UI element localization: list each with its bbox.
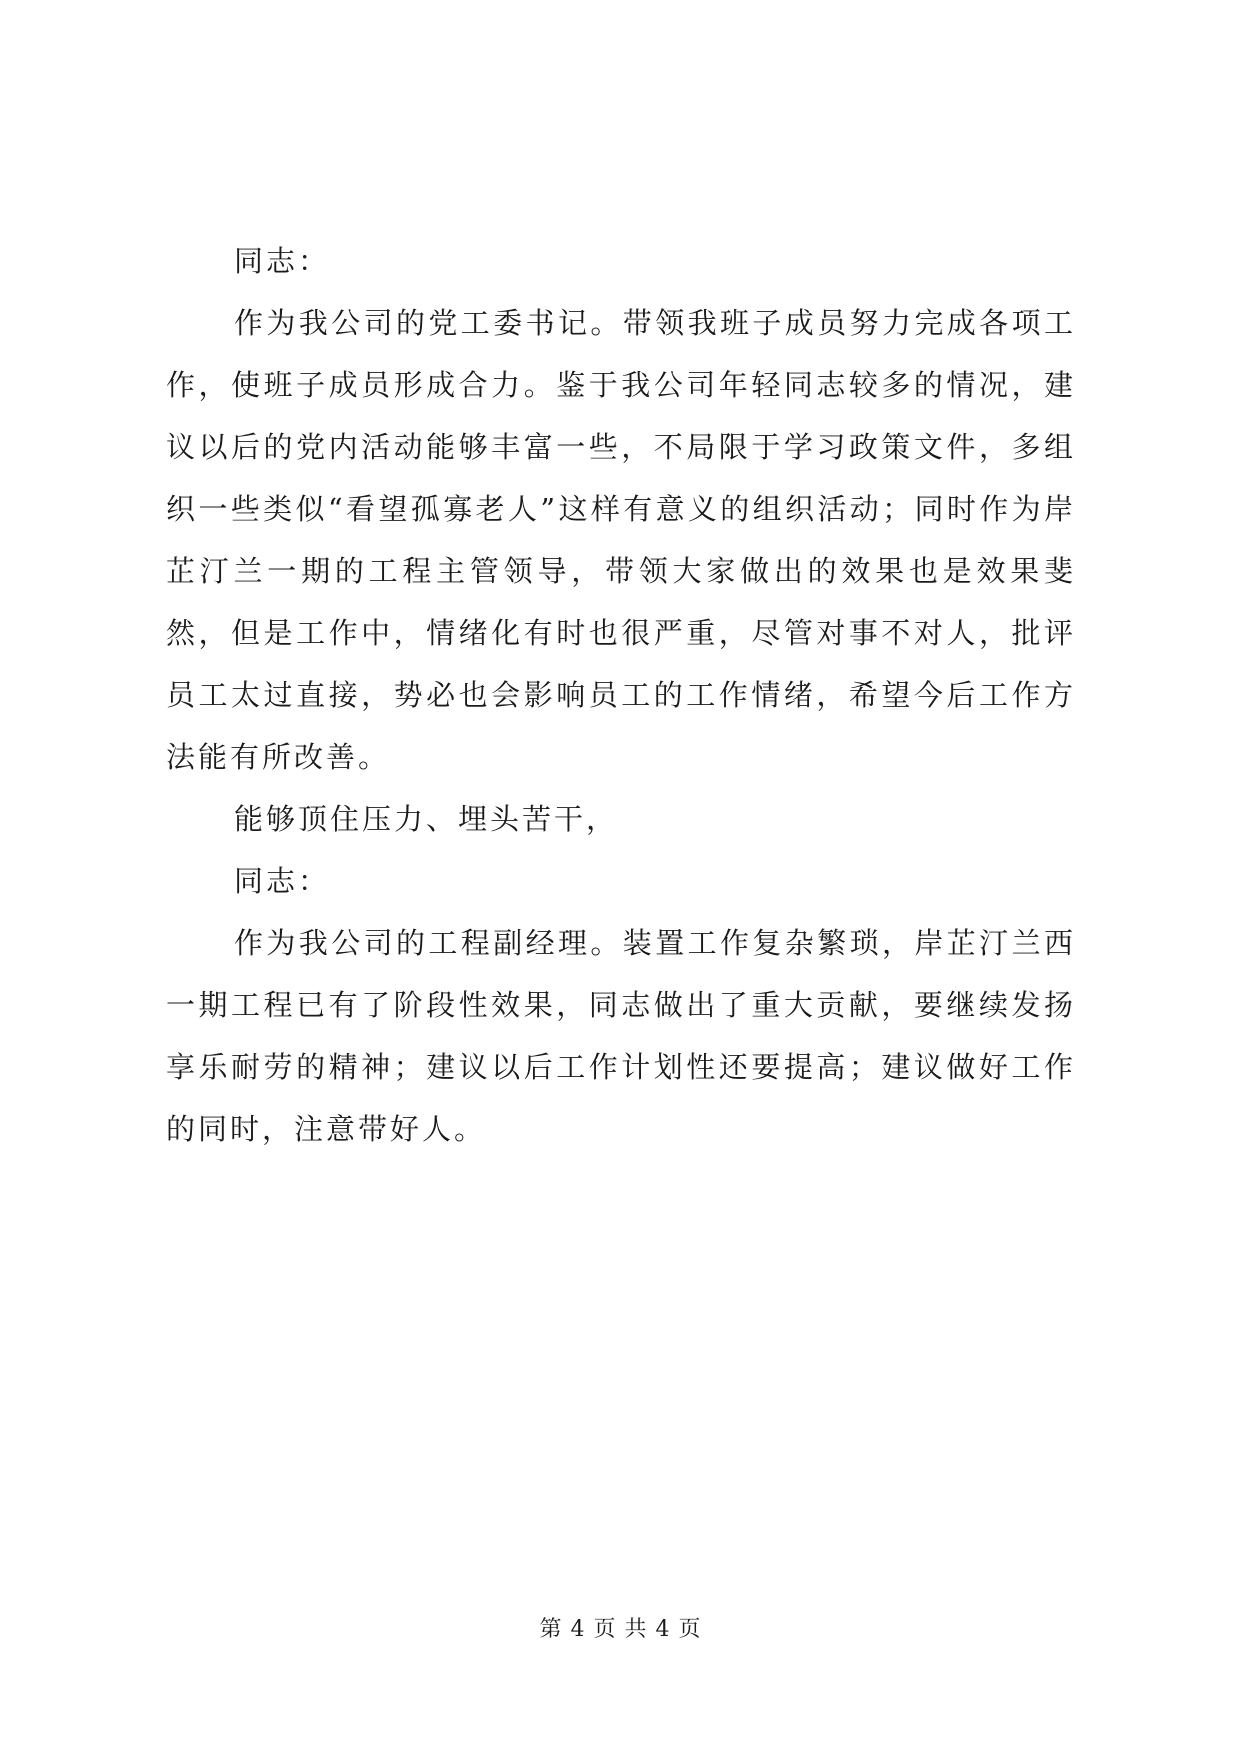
summary-paragraph: 能够顶住压力、埋头苦干， bbox=[234, 802, 619, 836]
greeting-paragraph-2: 同志： bbox=[234, 864, 331, 898]
greeting-paragraph-1: 同志： bbox=[234, 244, 331, 278]
document-body bbox=[166, 230, 1076, 1160]
evaluation-paragraph-2: 作为我公司的工程副经理。装置工作复杂繁琐，岸芷汀兰西一期工程已有了阶段性效果，同志做出了重大贡献，要继续发扬享乐耐劳的精神；建议以后工作计划性还要提高；建议做好工作的同时，注意带好人。 bbox=[166, 926, 1076, 1146]
evaluation-paragraph-1: 作为我公司的党工委书记。带领我班子成员努力完成各项工作，使班子成员形成合力。鉴于我公司年轻同志较多的情况，建议以后的党内活动能够丰富一些，不局限于学习政策文件，多组织一些类似“看望孤寡老人”这样有意义的组织活动；同时作为岸芷汀兰一期的工程主管领导，带领大家做出的效果也是效果斐然，但是工作中，情绪化有时也很严重，尽管对事不对人，批评员工太过直接，势必也会影响员工的工作情绪，希望今后工作方法能有所改善。 bbox=[166, 306, 1076, 774]
page-number-footer: 第 4 页 共 4 页 bbox=[539, 1617, 702, 1642]
